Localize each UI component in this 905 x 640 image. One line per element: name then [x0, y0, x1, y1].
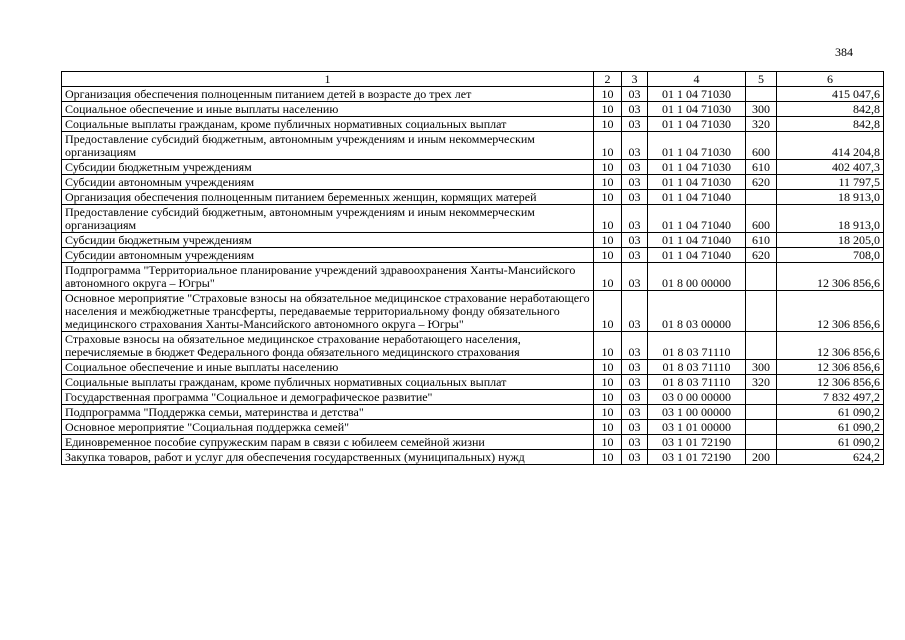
table-row [62, 175, 884, 190]
row-amount-cell: 61 090,2 [777, 420, 884, 435]
row-target-code-cell: 01 1 04 71030 [648, 87, 746, 102]
row-subsection-cell: 03 [622, 205, 648, 233]
row-section-cell: 10 [594, 87, 622, 102]
row-section-cell: 10 [594, 190, 622, 205]
column-header-4: 4 [648, 72, 746, 87]
row-section-cell: 10 [594, 332, 622, 360]
row-target-code-cell: 01 1 04 71040 [648, 190, 746, 205]
table-body [62, 87, 884, 465]
table-row [62, 117, 884, 132]
row-section-cell: 10 [594, 405, 622, 420]
row-amount-cell: 12 306 856,6 [777, 263, 884, 291]
row-section-cell: 10 [594, 132, 622, 160]
row-expense-type-cell [746, 190, 777, 205]
table-row [62, 405, 884, 420]
row-amount-cell: 61 090,2 [777, 405, 884, 420]
row-target-code-cell: 01 8 00 00000 [648, 263, 746, 291]
row-subsection-cell: 03 [622, 87, 648, 102]
row-expense-type-cell [746, 332, 777, 360]
row-name-cell: Единовременное пособие супружеским парам в связи с юбилеем семейной жизни [62, 435, 594, 450]
row-name-cell: Страховые взносы на обязательное медицинское страхование неработающего населения, перечисляемые в бюджет Федерального фонда обязательного медицинского страхования [62, 332, 594, 360]
row-section-cell: 10 [594, 175, 622, 190]
table-row [62, 205, 884, 233]
row-amount-cell: 708,0 [777, 248, 884, 263]
row-name-cell: Социальное обеспечение и иные выплаты населению [62, 102, 594, 117]
table-row [62, 263, 884, 291]
row-section-cell: 10 [594, 263, 622, 291]
row-target-code-cell: 01 1 04 71030 [648, 132, 746, 160]
row-section-cell: 10 [594, 160, 622, 175]
row-amount-cell: 12 306 856,6 [777, 375, 884, 390]
row-section-cell: 10 [594, 360, 622, 375]
header-row [62, 72, 884, 87]
row-amount-cell: 414 204,8 [777, 132, 884, 160]
row-name-cell: Предоставление субсидий бюджетным, автономным учреждениям и иным некоммерческим организациям [62, 132, 594, 160]
row-subsection-cell: 03 [622, 190, 648, 205]
table-row [62, 435, 884, 450]
row-name-cell: Закупка товаров, работ и услуг для обеспечения государственных (муниципальных) нужд [62, 450, 594, 465]
table-row [62, 248, 884, 263]
row-expense-type-cell: 620 [746, 248, 777, 263]
table-row [62, 160, 884, 175]
row-target-code-cell: 01 8 03 00000 [648, 291, 746, 332]
row-name-cell: Подпрограмма "Поддержка семьи, материнства и детства" [62, 405, 594, 420]
row-section-cell: 10 [594, 117, 622, 132]
row-amount-cell: 18 205,0 [777, 233, 884, 248]
row-section-cell: 10 [594, 435, 622, 450]
row-name-cell: Основное мероприятие "Социальная поддержка семей" [62, 420, 594, 435]
row-target-code-cell: 03 1 01 72190 [648, 435, 746, 450]
row-section-cell: 10 [594, 291, 622, 332]
row-target-code-cell: 01 1 04 71030 [648, 102, 746, 117]
row-amount-cell: 12 306 856,6 [777, 291, 884, 332]
row-expense-type-cell: 320 [746, 117, 777, 132]
row-expense-type-cell [746, 291, 777, 332]
row-name-cell: Предоставление субсидий бюджетным, автономным учреждениям и иным некоммерческим организациям [62, 205, 594, 233]
row-subsection-cell: 03 [622, 420, 648, 435]
column-header-1: 1 [62, 72, 594, 87]
row-name-cell: Субсидии бюджетным учреждениям [62, 233, 594, 248]
table-row [62, 291, 884, 332]
row-expense-type-cell: 300 [746, 102, 777, 117]
row-subsection-cell: 03 [622, 375, 648, 390]
row-name-cell: Организация обеспечения полноценным питанием детей в возрасте до трех лет [62, 87, 594, 102]
table-row [62, 190, 884, 205]
row-subsection-cell: 03 [622, 360, 648, 375]
row-subsection-cell: 03 [622, 263, 648, 291]
row-amount-cell: 7 832 497,2 [777, 390, 884, 405]
row-subsection-cell: 03 [622, 450, 648, 465]
row-subsection-cell: 03 [622, 233, 648, 248]
row-section-cell: 10 [594, 375, 622, 390]
row-subsection-cell: 03 [622, 291, 648, 332]
row-expense-type-cell: 610 [746, 160, 777, 175]
row-name-cell: Организация обеспечения полноценным питанием беременных женщин, кормящих матерей [62, 190, 594, 205]
table-row [62, 375, 884, 390]
row-section-cell: 10 [594, 102, 622, 117]
row-amount-cell: 842,8 [777, 102, 884, 117]
column-header-6: 6 [777, 72, 884, 87]
row-target-code-cell: 01 1 04 71040 [648, 205, 746, 233]
row-expense-type-cell: 300 [746, 360, 777, 375]
row-expense-type-cell: 620 [746, 175, 777, 190]
row-subsection-cell: 03 [622, 390, 648, 405]
table-row [62, 102, 884, 117]
row-expense-type-cell: 610 [746, 233, 777, 248]
row-section-cell: 10 [594, 450, 622, 465]
row-amount-cell: 402 407,3 [777, 160, 884, 175]
row-amount-cell: 624,2 [777, 450, 884, 465]
table-row [62, 233, 884, 248]
row-expense-type-cell [746, 263, 777, 291]
row-name-cell: Социальные выплаты гражданам, кроме публичных нормативных социальных выплат [62, 117, 594, 132]
row-target-code-cell: 01 8 03 71110 [648, 332, 746, 360]
row-expense-type-cell [746, 420, 777, 435]
row-amount-cell: 12 306 856,6 [777, 332, 884, 360]
row-expense-type-cell [746, 87, 777, 102]
row-subsection-cell: 03 [622, 435, 648, 450]
row-target-code-cell: 01 1 04 71030 [648, 175, 746, 190]
row-target-code-cell: 03 1 00 00000 [648, 405, 746, 420]
row-subsection-cell: 03 [622, 102, 648, 117]
row-amount-cell: 415 047,6 [777, 87, 884, 102]
row-target-code-cell: 01 1 04 71030 [648, 160, 746, 175]
row-expense-type-cell [746, 435, 777, 450]
column-header-3: 3 [622, 72, 648, 87]
row-target-code-cell: 01 8 03 71110 [648, 375, 746, 390]
table-row [62, 360, 884, 375]
row-target-code-cell: 03 1 01 72190 [648, 450, 746, 465]
table-header [62, 72, 884, 87]
row-target-code-cell: 01 1 04 71040 [648, 248, 746, 263]
row-target-code-cell: 03 1 01 00000 [648, 420, 746, 435]
row-subsection-cell: 03 [622, 405, 648, 420]
row-name-cell: Социальные выплаты гражданам, кроме публичных нормативных социальных выплат [62, 375, 594, 390]
row-subsection-cell: 03 [622, 175, 648, 190]
row-section-cell: 10 [594, 205, 622, 233]
budget-table [61, 71, 884, 465]
row-expense-type-cell: 200 [746, 450, 777, 465]
row-target-code-cell: 01 1 04 71040 [648, 233, 746, 248]
row-expense-type-cell: 600 [746, 132, 777, 160]
row-amount-cell: 842,8 [777, 117, 884, 132]
column-header-2: 2 [594, 72, 622, 87]
row-name-cell: Субсидии автономным учреждениям [62, 248, 594, 263]
row-subsection-cell: 03 [622, 117, 648, 132]
table-row [62, 390, 884, 405]
table-row [62, 87, 884, 102]
table-row [62, 450, 884, 465]
row-section-cell: 10 [594, 390, 622, 405]
row-subsection-cell: 03 [622, 332, 648, 360]
row-name-cell: Государственная программа "Социальное и демографическое развитие" [62, 390, 594, 405]
row-section-cell: 10 [594, 233, 622, 248]
table-row [62, 332, 884, 360]
row-target-code-cell: 03 0 00 00000 [648, 390, 746, 405]
row-section-cell: 10 [594, 420, 622, 435]
row-subsection-cell: 03 [622, 160, 648, 175]
row-expense-type-cell [746, 405, 777, 420]
row-amount-cell: 12 306 856,6 [777, 360, 884, 375]
row-section-cell: 10 [594, 248, 622, 263]
row-subsection-cell: 03 [622, 132, 648, 160]
table-row [62, 132, 884, 160]
table-row [62, 420, 884, 435]
row-name-cell: Подпрограмма "Территориальное планирование учреждений здравоохранения Ханты-Мансийского автономного округа – Югры" [62, 263, 594, 291]
row-amount-cell: 61 090,2 [777, 435, 884, 450]
row-target-code-cell: 01 8 03 71110 [648, 360, 746, 375]
row-amount-cell: 18 913,0 [777, 205, 884, 233]
row-expense-type-cell: 320 [746, 375, 777, 390]
row-name-cell: Социальное обеспечение и иные выплаты населению [62, 360, 594, 375]
row-amount-cell: 11 797,5 [777, 175, 884, 190]
row-expense-type-cell [746, 390, 777, 405]
row-expense-type-cell: 600 [746, 205, 777, 233]
page-number: 384 [835, 45, 853, 59]
row-name-cell: Субсидии бюджетным учреждениям [62, 160, 594, 175]
row-name-cell: Основное мероприятие "Страховые взносы на обязательное медицинское страхование неработающего населения и межбюджетные трансферты, передаваемые территориальному фонду обязательного медицинского страхования Ханты-Мансийского автономного округа – Югры" [62, 291, 594, 332]
row-target-code-cell: 01 1 04 71030 [648, 117, 746, 132]
row-subsection-cell: 03 [622, 248, 648, 263]
column-header-5: 5 [746, 72, 777, 87]
row-amount-cell: 18 913,0 [777, 190, 884, 205]
row-name-cell: Субсидии автономным учреждениям [62, 175, 594, 190]
